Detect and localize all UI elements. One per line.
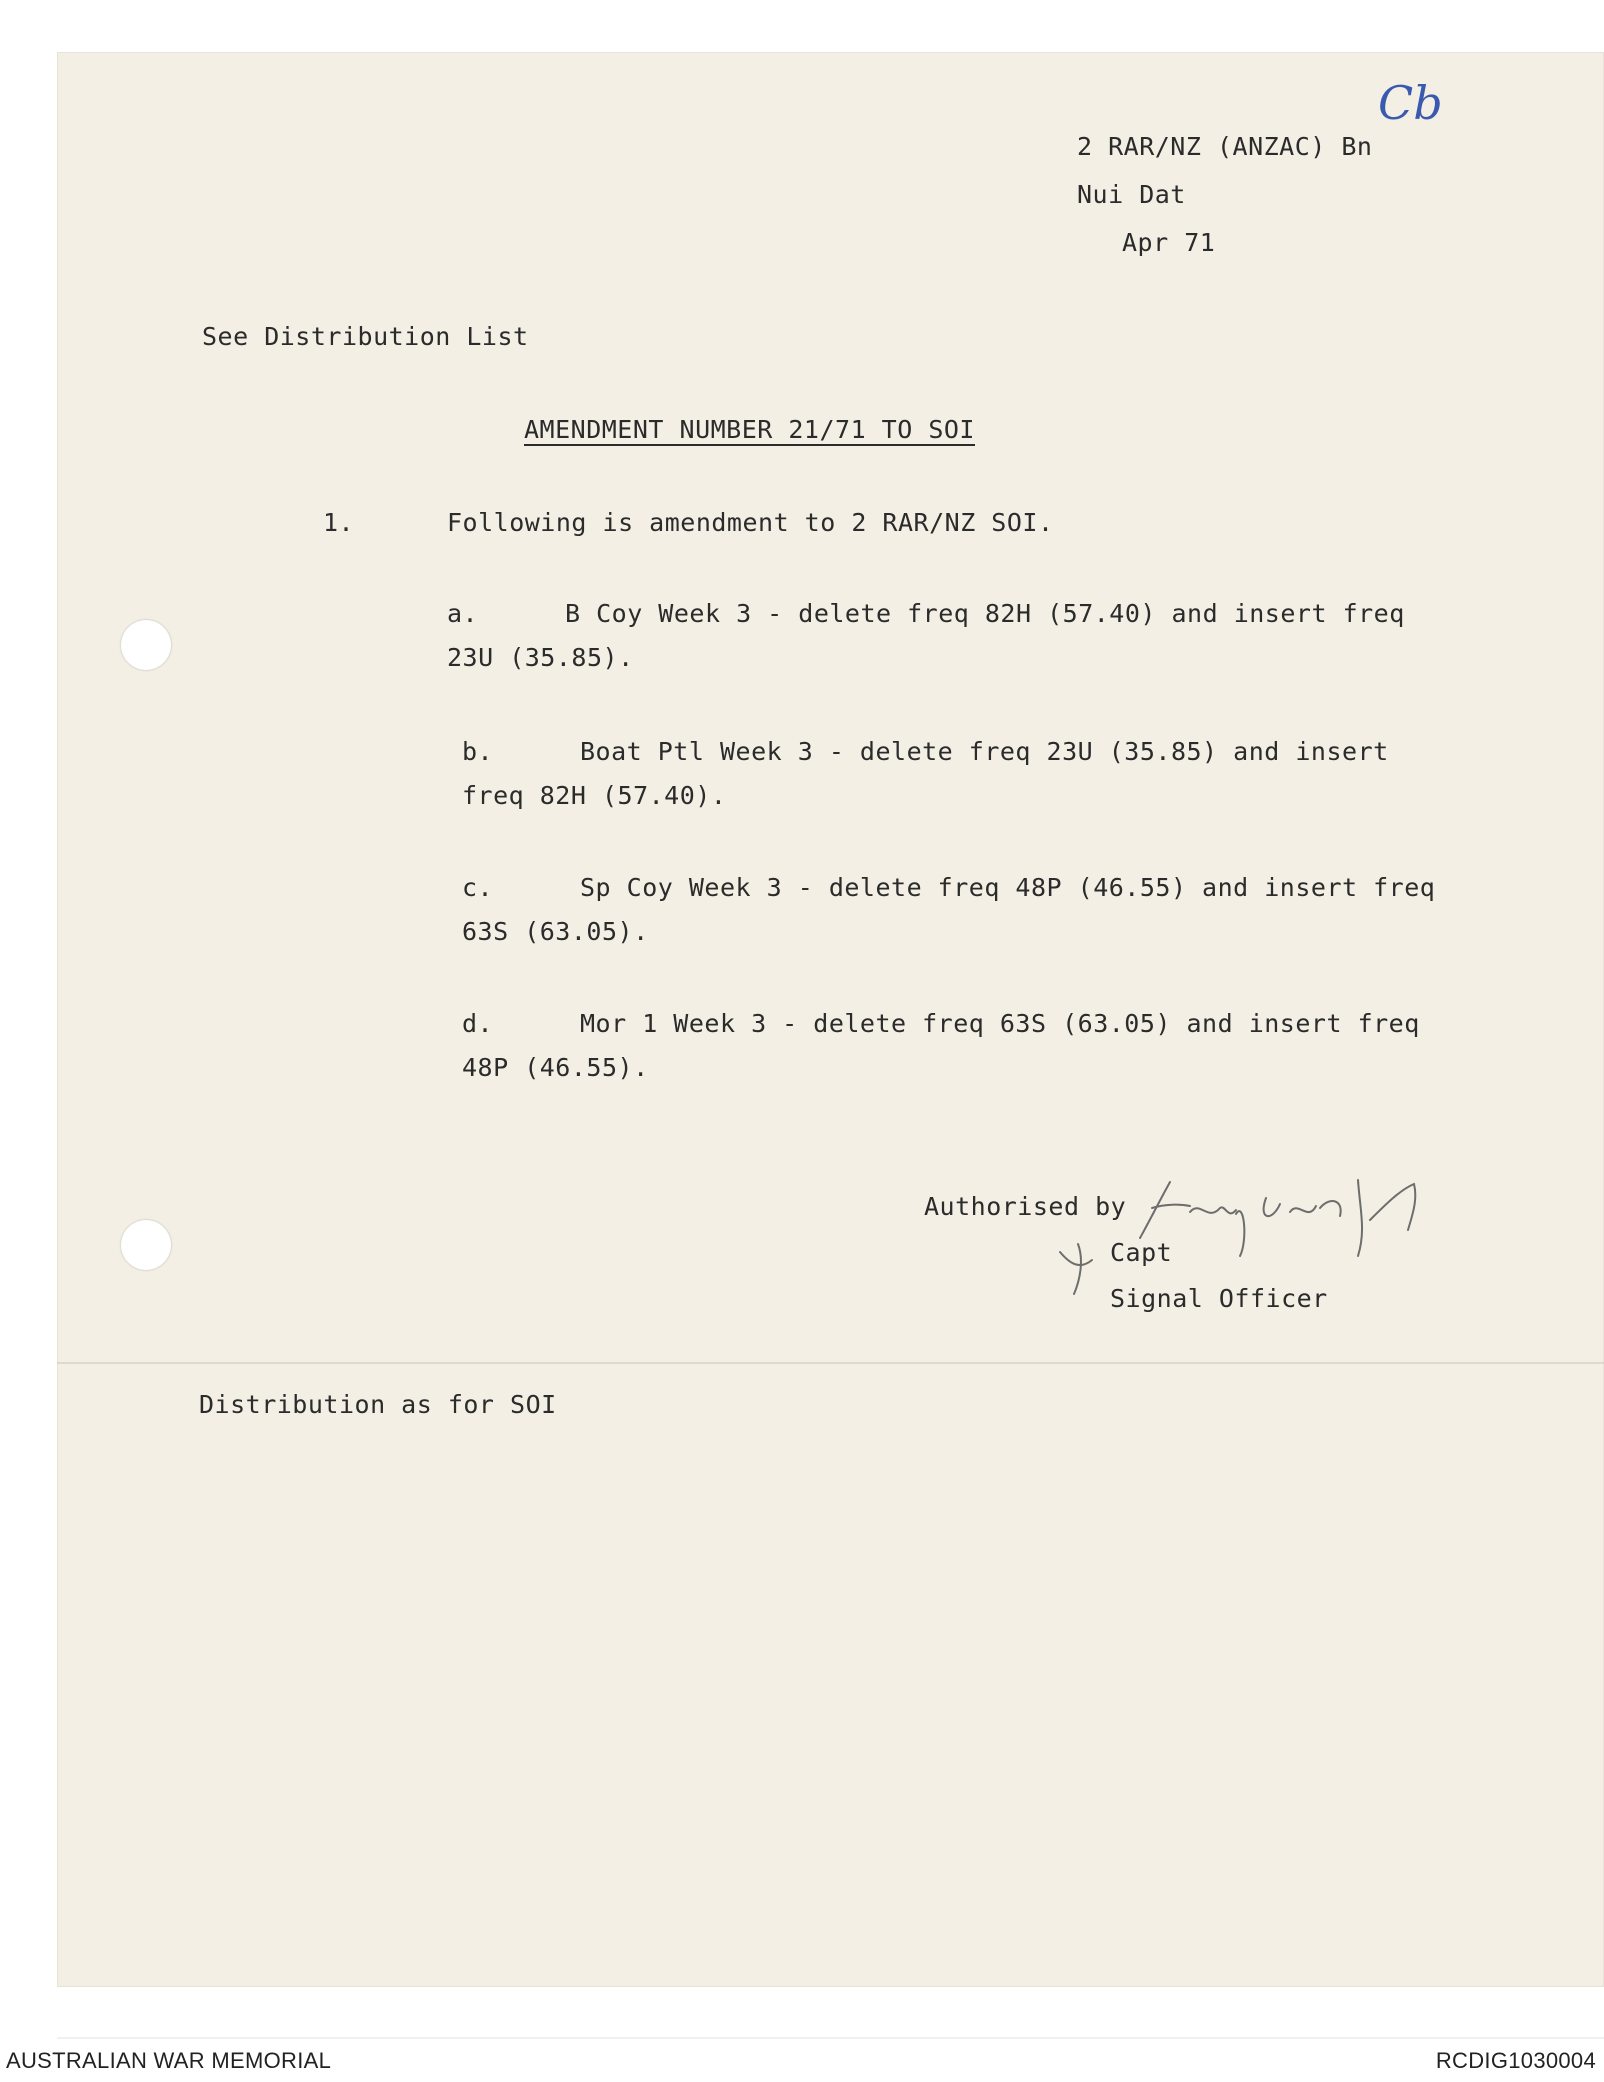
item-label: d. [462, 1009, 494, 1038]
punch-hole [121, 1220, 171, 1270]
amendment-item [462, 1002, 1420, 1090]
item-label: a. [447, 599, 479, 628]
signatory-appointment: Signal Officer [1110, 1284, 1328, 1313]
document-title: AMENDMENT NUMBER 21/71 TO SOI [524, 415, 975, 444]
signatory-rank: Capt [1110, 1238, 1173, 1267]
amendment-item [462, 866, 1435, 954]
fold-line [57, 2037, 1604, 2039]
item-label: b. [462, 737, 494, 766]
item-line-1: Boat Ptl Week 3 - delete freq 23U (35.85) and insert [580, 737, 1389, 766]
item-label: c. [462, 873, 494, 902]
fold-line [57, 1362, 1604, 1364]
punch-hole [121, 620, 171, 670]
item-line-2: 48P (46.55). [462, 1053, 649, 1082]
location: Nui Dat [1077, 180, 1186, 209]
date: Apr 71 [1122, 228, 1216, 257]
item-line-1: Sp Coy Week 3 - delete freq 48P (46.55) and insert freq [580, 873, 1436, 902]
unit-name: 2 RAR/NZ (ANZAC) Bn [1077, 132, 1373, 161]
handwritten-folio-mark: Cb [1378, 76, 1443, 130]
addressee: See Distribution List [202, 322, 529, 351]
item-line-1: Mor 1 Week 3 - delete freq 63S (63.05) and insert freq [580, 1009, 1420, 1038]
item-line-2: 23U (35.85). [447, 643, 634, 672]
authorised-by-label: Authorised by [924, 1192, 1127, 1221]
distribution-note: Distribution as for SOI [199, 1390, 557, 1419]
handwritten-signature [1040, 1160, 1460, 1300]
archive-footer-left: AUSTRALIAN WAR MEMORIAL [6, 2048, 332, 2073]
paragraph-text: Following is amendment to 2 RAR/NZ SOI. [447, 508, 1054, 537]
item-line-2: 63S (63.05). [462, 917, 649, 946]
amendment-item [447, 592, 1405, 680]
amendment-item [462, 730, 1389, 818]
paragraph-number: 1. [323, 508, 355, 537]
archive-footer-right: RCDIG1030004 [1435, 2048, 1596, 2073]
item-line-2: freq 82H (57.40). [462, 781, 727, 810]
item-line-1: B Coy Week 3 - delete freq 82H (57.40) and insert freq [565, 599, 1405, 628]
